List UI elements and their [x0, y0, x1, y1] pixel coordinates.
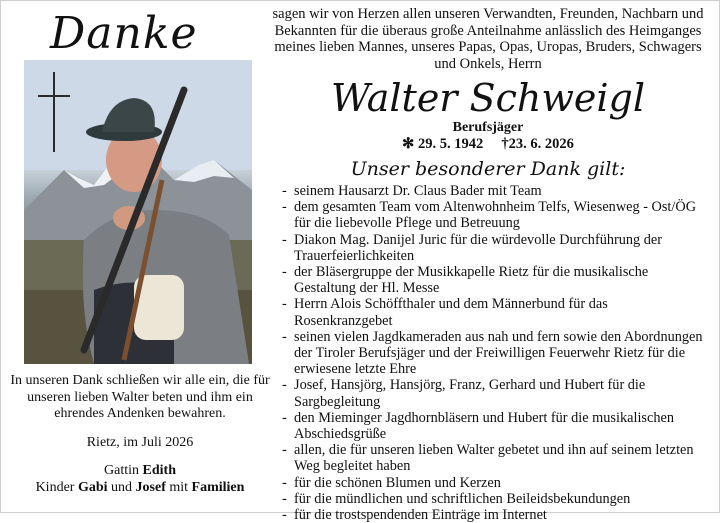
list-item: - seinen vielen Jagdkameraden aus nah und fern sowie den Abordnungen der Tiroler Berufsjäger und der Freiwilligen Feuerwehr Rietz für die erwiesene letzte Ehre — [282, 329, 706, 378]
list-item: - Herrn Alois Schöffthaler und dem Männerbund für das Rosenkranzgebet — [282, 296, 706, 328]
thanks-heading: Unser besonderer Dank gilt: — [350, 158, 626, 180]
child-name: Josef — [135, 479, 166, 495]
list-item: - seinem Hausarzt Dr. Claus Bader mit Team — [282, 183, 706, 199]
children-label: Kinder — [35, 479, 75, 495]
list-item: - dem gesamten Team vom Altenwohnheim Telfs, Wiesenweg - Ost/ÖG für die liebevolle Pflege und Betreuung — [282, 199, 706, 231]
list-item: - der Bläsergruppe der Musikkapelle Rietz für die musikalische Gestaltung der Hl. Messe — [282, 264, 706, 296]
list-item: - für die mündlichen und schriftlichen Beileidsbekundungen — [282, 491, 706, 507]
death-cross-icon: † — [501, 136, 509, 152]
right-column — [270, 6, 706, 523]
place-date: Rietz, im Juli 2026 — [86, 434, 194, 450]
list-item: - Diakon Mag. Danijel Juric für die würdevolle Durchführung der Trauerfeierlichkeiten — [282, 232, 706, 264]
birth-date: 29. 5. 1942 — [417, 136, 484, 152]
family-children-line — [8, 480, 272, 497]
profession: Berufsjäger — [452, 120, 524, 135]
thanks-list — [282, 183, 706, 523]
family-wife-line — [8, 463, 272, 480]
deceased-name: Walter Schweigl — [330, 76, 645, 120]
families-label: Familien — [191, 479, 245, 495]
life-dates — [270, 136, 706, 153]
remembrance-block — [8, 373, 272, 496]
list-item: - Josef, Hansjörg, Hansjörg, Franz, Gerhard und Hubert für die Sargbegleitung — [282, 377, 706, 409]
list-item: - für die trostspendenden Einträge im Internet — [282, 507, 706, 523]
portrait-photo — [24, 60, 252, 364]
list-item: - für die schönen Blumen und Kerzen — [282, 475, 706, 491]
wife-name: Edith — [142, 463, 176, 478]
conjunction-with: mit — [169, 479, 189, 495]
birth-icon: ✻ — [402, 136, 415, 152]
list-item: - den Mieminger Jagdhornbläsern und Hubert für die musikalischen Abschiedsgrüße — [282, 410, 706, 442]
danke-heading: Danke — [50, 8, 198, 59]
death-date: 23. 6. 2026 — [508, 136, 574, 152]
child-name: Gabi — [77, 479, 108, 495]
remembrance-text: In unseren Dank schließen wir alle ein, die für unseren lieben Walter beten und ihm ein ehrendes Andenken bewahren. — [10, 373, 270, 421]
hunter-portrait-illustration — [24, 60, 252, 364]
list-item: - allen, die für unseren lieben Walter gebetet und ihn auf seinem letzten Weg begleitet haben — [282, 442, 706, 474]
conjunction: und — [111, 479, 133, 495]
intro-text: sagen wir von Herzen allen unseren Verwandten, Freunden, Nachbarn und Bekannten für die überaus große Anteilnahme anlässlich des Heimganges meines lieben Mannes, unseres Papas, Opas, Uropas, Bruders, Schwagers und Onkels, Herrn — [272, 6, 704, 72]
wife-label: Gattin — [104, 463, 140, 478]
